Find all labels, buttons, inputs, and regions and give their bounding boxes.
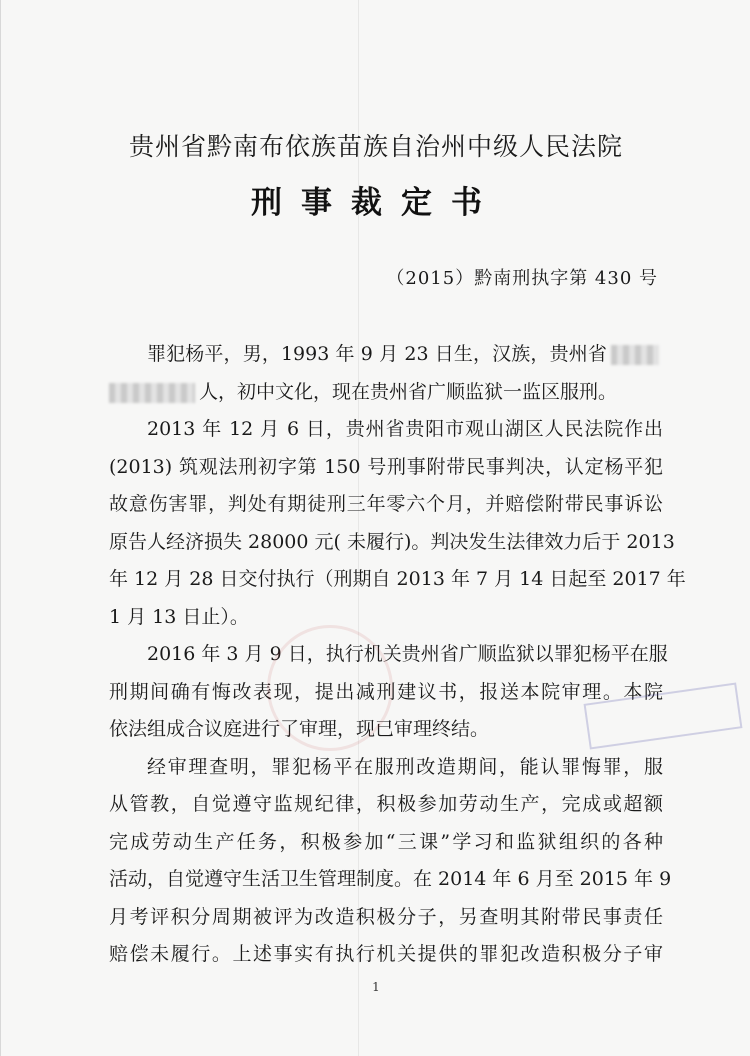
p3-line-2: 刑期间确有悔改表现，提出减刑建议书，报送本院审理。本院: [109, 680, 663, 703]
p2-line-2: (2013) 筑观法刑初字第 150 号刑事附带民事判决，认定杨平犯: [109, 455, 663, 478]
redacted-text: [109, 383, 195, 403]
p1-line-1: 罪犯杨平，男，1993 年 9 月 23 日生，汉族，贵州省: [109, 336, 663, 374]
page-number: 1: [372, 980, 380, 994]
p2-line-5: 年 12 月 28 日交付执行（刑期自 2013 年 7 月 14 日起至 2017 年: [109, 568, 686, 590]
p4-line-6: 赔偿未履行。上述事实有执行机关提供的罪犯改造积极分子审: [109, 943, 663, 965]
p4-line-3: 完成劳动生产任务，积极参加“三课”学习和监狱组织的各种: [109, 830, 663, 853]
p4-line-4: 活动，自觉遵守生活卫生管理制度。在 2014 年 6 月至 2015 年 9: [109, 868, 672, 890]
p2-line-6: 1 月 13 日止）。: [109, 605, 249, 628]
p4-line-1: 经审理查明，罪犯杨平在服刑改造期间，能认罪悔罪，服: [147, 755, 663, 778]
p2-line-1: 2013 年 12 月 6 日，贵州省贵阳市观山湖区人民法院作出: [147, 418, 663, 440]
p1-line-2: 人，初中文化，现在贵州省广顺监狱一监区服刑。: [109, 374, 663, 412]
p3-line-3: 依法组成合议庭进行了审理，现已审理终结。: [109, 718, 490, 740]
document-type-title: 刑事裁定书: [251, 185, 501, 221]
case-number: （2015）黔南刑执字第 430 号: [386, 268, 658, 289]
p3-line-1: 2016 年 3 月 9 日，执行机关贵州省广顺监狱以罪犯杨平在服: [147, 643, 668, 665]
faint-seal: [267, 625, 393, 751]
p2-line-3: 故意伤害罪，判处有期徒刑三年零六个月，并赔偿附带民事诉讼: [109, 493, 663, 515]
redacted-text: [611, 345, 659, 365]
court-name: 贵州省黔南布依族苗族自治州中级人民法院: [128, 132, 623, 161]
document-body: [109, 336, 686, 974]
p4-line-2: 从管教，自觉遵守监规纪律，积极参加劳动生产，完成或超额: [109, 793, 663, 815]
p4-line-5: 月考评积分周期被评为改造积极分子，另查明其附带民事责任: [109, 905, 663, 928]
p2-line-4: 原告人经济损失 28000 元( 未履行)。判决发生法律效力后于 2013: [109, 530, 675, 553]
